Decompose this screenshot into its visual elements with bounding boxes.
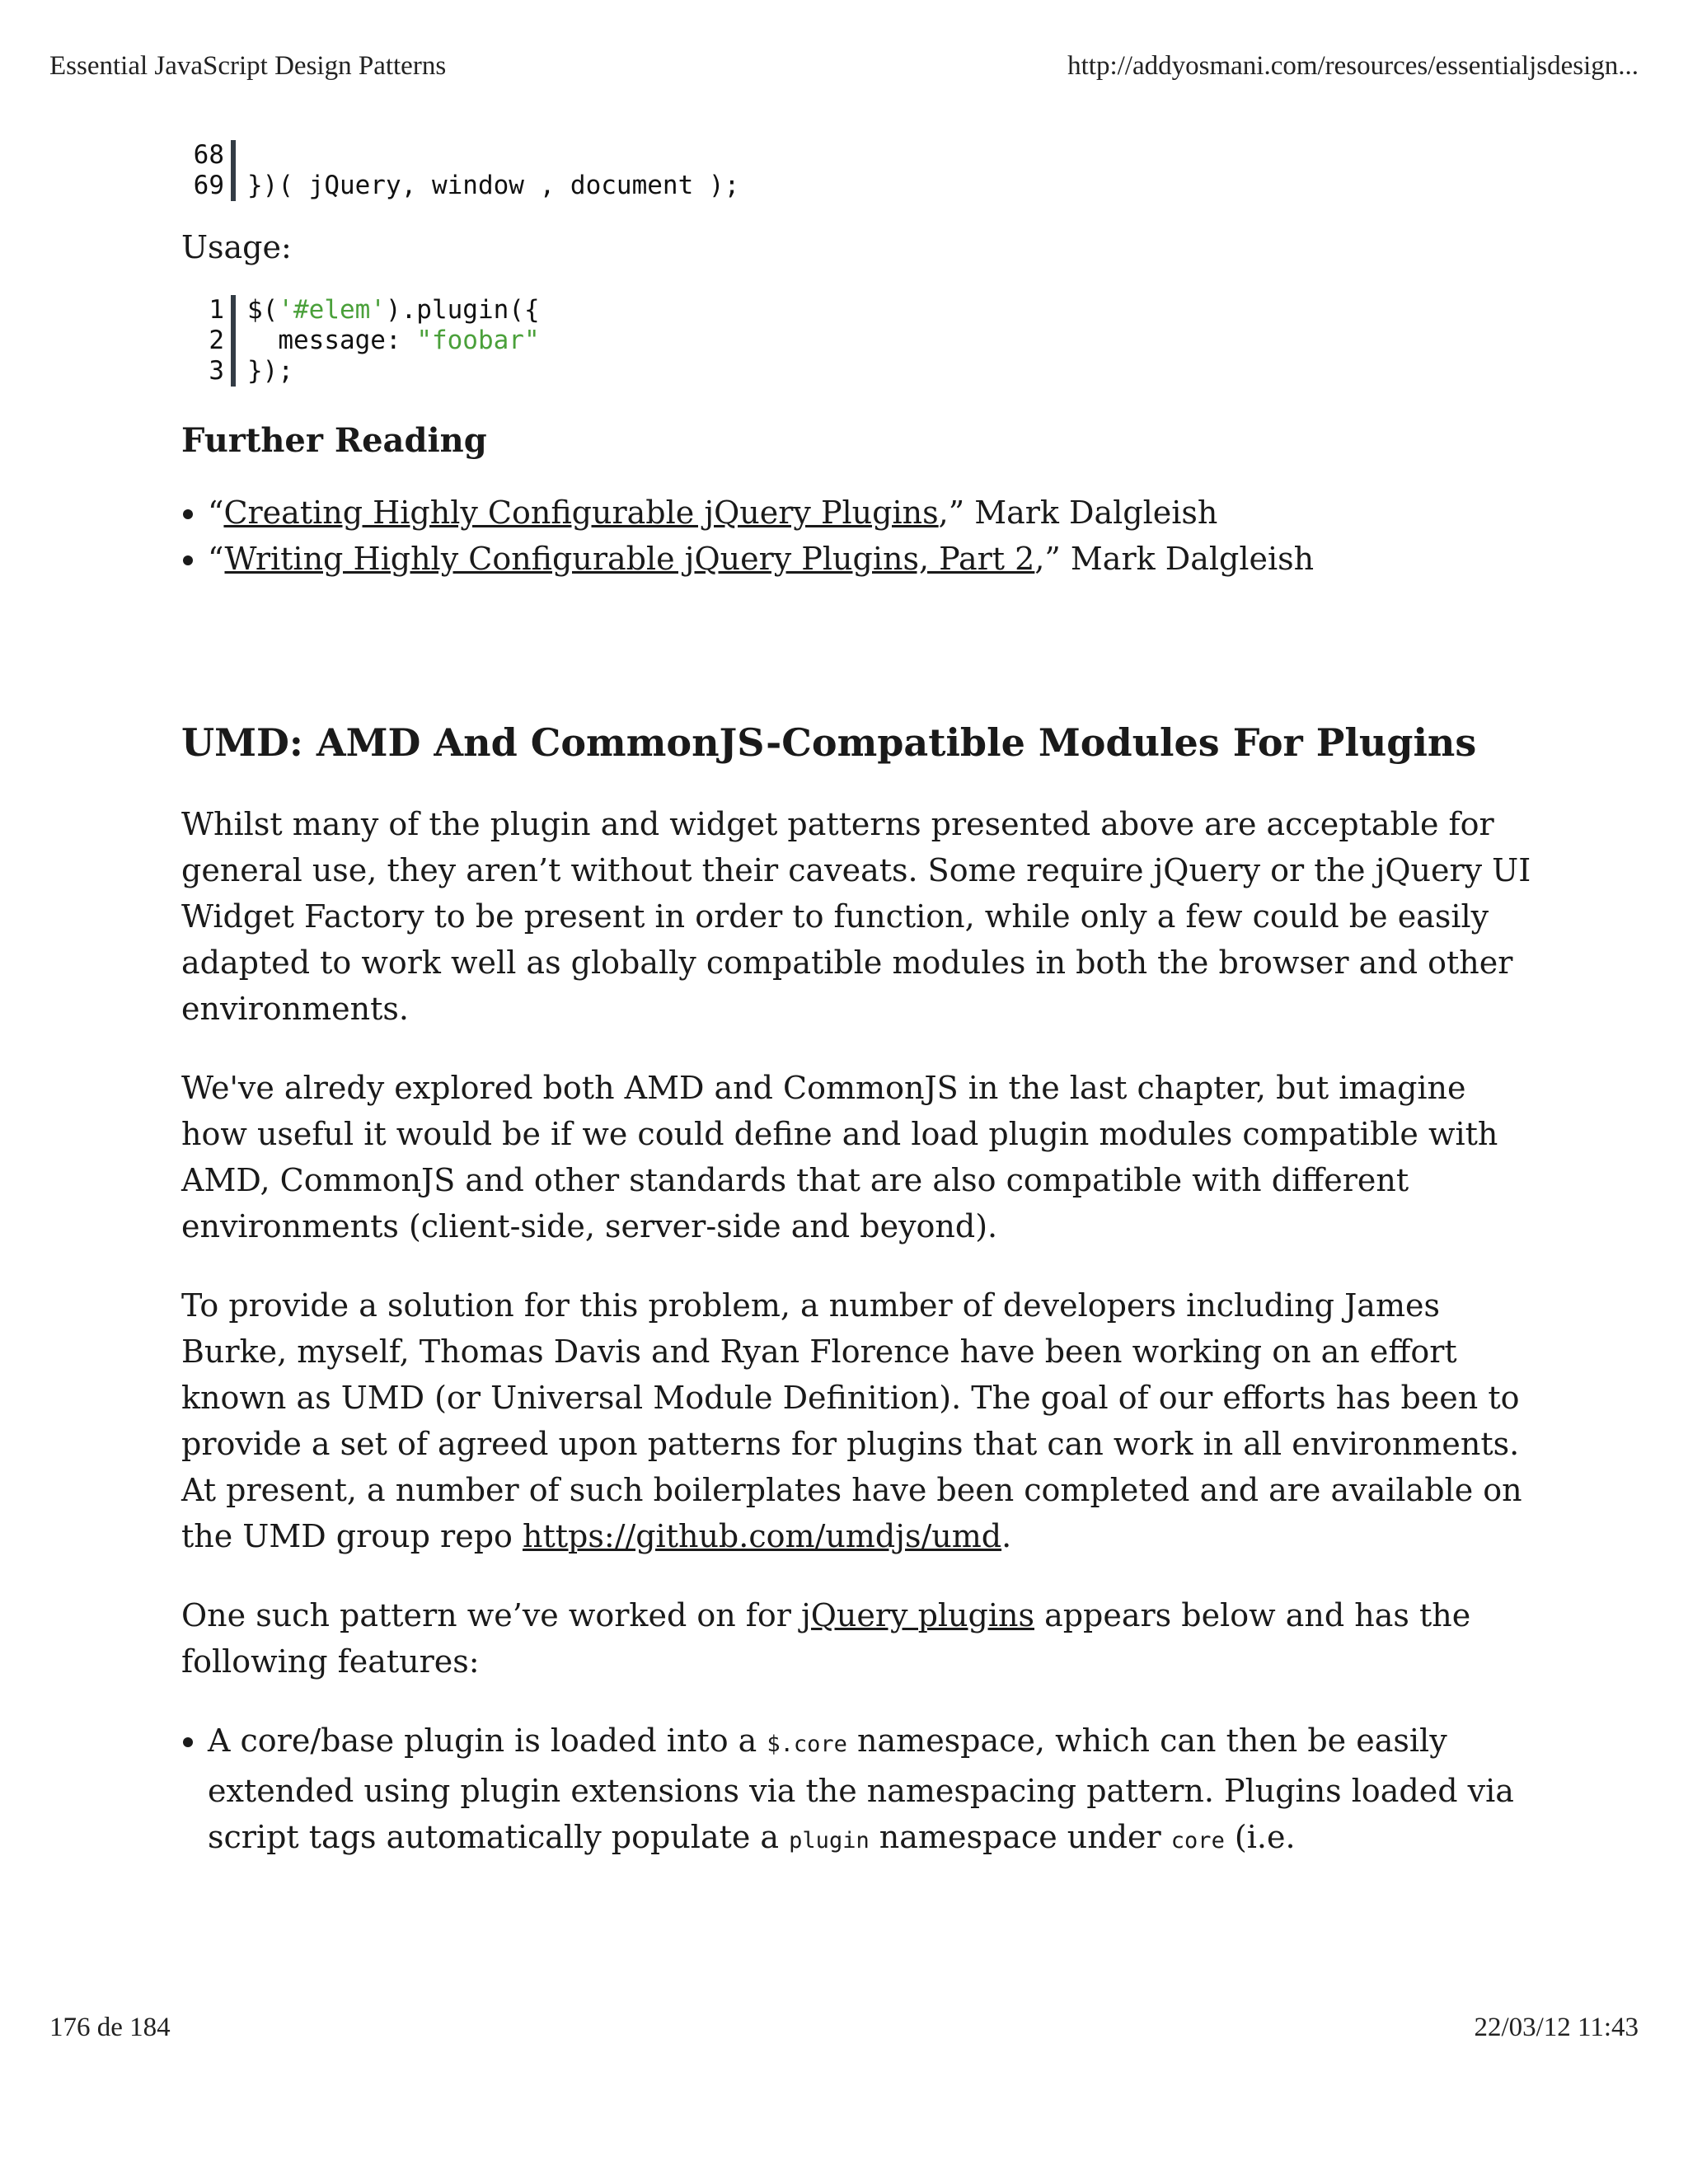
paragraph: To provide a solution for this problem, a number of developers including James Burke, myself, Thomas Davis and Ryan Florence have been working on an effort known as UMD (or Universal Module Definition). The goal of our efforts has been to provide a set of agreed upon patterns for plugins that can work in all environments. At present, a number of such boilerplates have been completed and are available on the UMD group repo https://github.com/umdjs/umd. (181, 1287, 1522, 1554)
usage-label: Usage: (181, 229, 292, 265)
code-text: message: "foobar" (247, 326, 540, 355)
paragraph: One such pattern we’ve worked on for jQuery plugins appears below and has the following features: (181, 1597, 1471, 1680)
further-reading-heading: Further Reading (181, 421, 487, 460)
page-header (49, 51, 1639, 82)
line-number: 1 (190, 295, 236, 326)
inline-code: core (1170, 1828, 1225, 1854)
code-line (190, 140, 739, 171)
code-block-usage (190, 295, 540, 387)
line-number: 68 (190, 140, 236, 171)
further-reading-link-2[interactable]: Writing Highly Configurable jQuery Plugins, Part 2 (224, 541, 1035, 577)
list-item: • “Writing Highly Configurable jQuery Plugins, Part 2,” Mark Dalgleish (208, 536, 1533, 582)
features-list (181, 1718, 1533, 1864)
code-line (190, 326, 540, 356)
list-item: • A core/base plugin is loaded into a $.core namespace, which can then be easily extended using plugin extensions via the namespacing pattern. Plugins loaded via script tags automatically populate a plugin namespace under core (i.e. (208, 1718, 1533, 1864)
code-string: "foobar" (416, 326, 540, 355)
line-number: 69 (190, 171, 236, 201)
paragraph: We've alredy explored both AMD and CommonJS in the last chapter, but imagine how useful it would be if we could define and load plugin modules compatible with AMD, CommonJS and other standards that are also compatible with different environments (client-side, server-side and beyond). (181, 1070, 1498, 1244)
page-counter: 176 de 184 (49, 2013, 171, 2042)
list-item: • “Creating Highly Configurable jQuery Plugins,” Mark Dalgleish (208, 490, 1533, 536)
code-string: '#elem' (278, 295, 386, 325)
code-text: })( jQuery, window , document ); (247, 171, 740, 200)
document-title: Essential JavaScript Design Patterns (49, 51, 447, 81)
further-reading-list (181, 490, 1533, 582)
code-text: $('#elem').plugin({ (247, 295, 540, 325)
line-number: 3 (190, 356, 236, 387)
code-line (190, 356, 540, 387)
code-block-end (190, 140, 739, 201)
jquery-plugins-link[interactable]: jQuery plugins (800, 1597, 1034, 1633)
paragraph: Whilst many of the plugin and widget patterns presented above are acceptable for general use, they aren’t without their caveats. Some require jQuery or the jQuery UI Widget Factory to be present in order to function, while only a few could be easily adapted to work well as globally compatible modules in both the browser and other environments. (181, 806, 1531, 1027)
inline-code: plugin (789, 1828, 870, 1854)
line-number: 2 (190, 326, 236, 356)
umd-repo-link[interactable]: https://github.com/umdjs/umd (522, 1518, 1002, 1554)
code-text: }); (247, 356, 293, 386)
timestamp: 22/03/12 11:43 (1474, 2013, 1639, 2042)
code-line (190, 171, 739, 201)
further-reading-link-1[interactable]: Creating Highly Configurable jQuery Plugins (223, 494, 939, 531)
code-line (190, 295, 540, 326)
document-url: http://addyosmani.com/resources/essentialjsdesign... (1067, 51, 1639, 81)
code-text (236, 140, 739, 171)
page-content (181, 140, 1533, 1864)
page-footer (49, 2013, 1639, 2043)
section-heading: UMD: AMD And CommonJS-Compatible Modules For Plugins (181, 720, 1477, 765)
inline-code: $.core (767, 1732, 847, 1757)
